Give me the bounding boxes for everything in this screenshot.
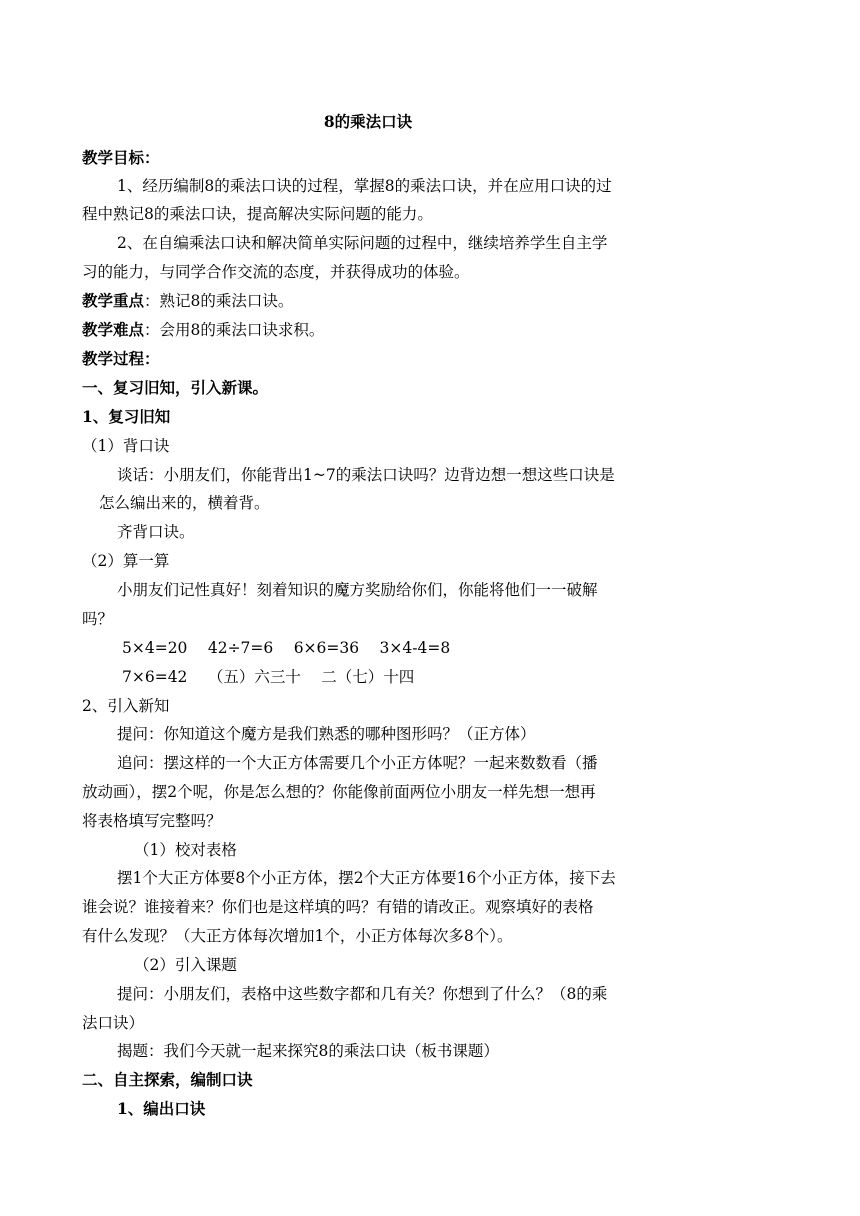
calc-line-2: 吗？ [82, 610, 114, 628]
sub-3-heading: 1、编出口诀 [117, 1099, 206, 1118]
follow-line-3: 将表格填写完整吗？ [82, 812, 222, 830]
math-line-1: 5×4=20 42÷7=6 6×6=36 3×4-4=8 [122, 639, 451, 657]
talk-line-1: 谈话：小朋友们，你能背出1~7的乘法口诀吗？边背边想一想这些口诀是 [117, 466, 615, 484]
check-line-2: 谁会说？谁接着来？你们也是这样填的吗？有错的请改正。观察填好的表格 [82, 898, 594, 916]
objective-2-line-1: 2、在自编乘法口诀和解决简单实际问题的过程中，继续培养学生自主学 [117, 234, 608, 252]
process-heading: 教学过程： [82, 349, 160, 368]
check-line-3: 有什么发现？（大正方体每次增加1个，小正方体每次多8个）。 [82, 927, 513, 945]
check-label: （1）校对表格 [134, 841, 237, 859]
difficulty-point [82, 320, 324, 340]
ask-line: 提问：你知道这个魔方是我们熟悉的哪种图形吗？（正方体） [117, 725, 536, 743]
section-2-heading: 二、自主探索，编制口诀 [82, 1070, 253, 1089]
sub-2-heading: 2、引入新知 [82, 697, 170, 715]
doc-title: 8的乘法口诀 [323, 112, 413, 131]
key-point-label: 教学重点 [82, 291, 145, 310]
check-line-1: 摆1个大正方体要8个小正方体，摆2个大正方体要16个小正方体，接下去 [117, 869, 616, 887]
objective-1-line-2: 程中熟记8的乘法口诀，提高解决实际问题的能力。 [82, 205, 433, 223]
follow-line-2: 放动画），摆2个呢，你是怎么想的？你能像前面两位小朋友一样先想一想再 [82, 783, 596, 801]
objectives-heading: 教学目标： [82, 148, 160, 167]
intro-label: （2）引入课题 [134, 956, 237, 974]
math-line-2: 7×6=42 （五）六三十 二（七）十四 [122, 668, 415, 686]
reveal-line: 揭题：我们今天就一起来探究8的乘法口诀（板书课题） [117, 1042, 499, 1060]
section-1-heading: 一、复习旧知，引入新课。 [82, 378, 269, 397]
talk-line-2: 怎么编出来的，横着背。 [99, 494, 270, 512]
intro-line-2: 法口诀） [82, 1014, 145, 1032]
intro-line-1: 提问：小朋友们，表格中这些数字都和几有关？你想到了什么？（8的乘 [117, 985, 608, 1003]
calc-line-1: 小朋友们记性真好！刻着知识的魔方奖励给你们，你能将他们一一破解 [117, 581, 598, 599]
item-2-label: （2）算一算 [82, 552, 170, 570]
objective-1-line-1: 1、经历编制8的乘法口诀的过程，掌握8的乘法口诀，并在应用口诀的过 [117, 177, 612, 195]
objective-2-line-2: 习的能力，与同学合作交流的态度，并获得成功的体验。 [82, 263, 470, 281]
difficulty-text: ：会用8的乘法口诀求积。 [144, 321, 325, 339]
key-point-text: ：熟记8的乘法口诀。 [144, 292, 294, 310]
sub-1-heading: 1、复习旧知 [82, 407, 171, 426]
recite-together: 齐背口诀。 [117, 523, 195, 541]
item-1-label: （1）背口诀 [82, 437, 170, 455]
follow-line-1: 追问：摆这样的一个大正方体需要几个小正方体呢？一起来数数看（播 [117, 754, 598, 772]
difficulty-label: 教学难点 [82, 320, 145, 339]
key-point [82, 291, 293, 311]
